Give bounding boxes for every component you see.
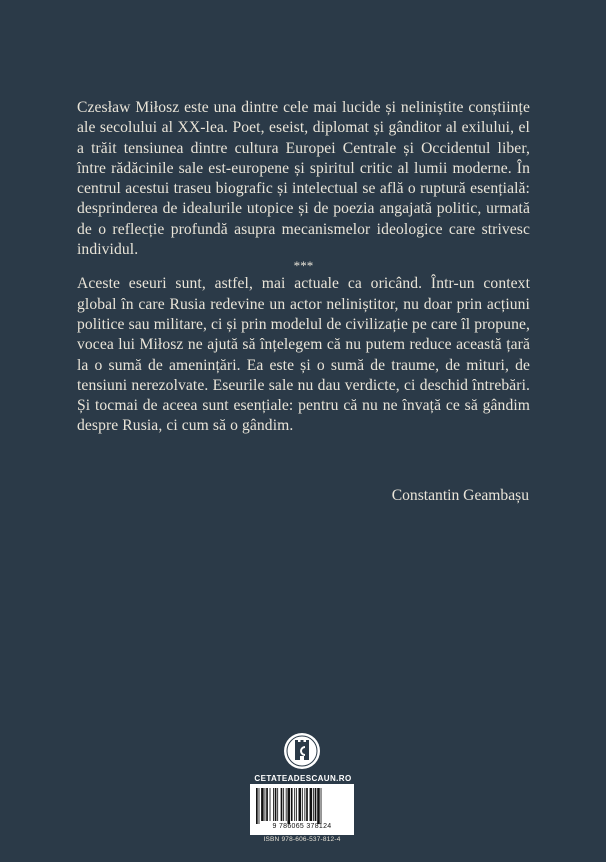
blurb — [77, 98, 530, 437]
publisher-name: CETATEADESCAUN.RO — [254, 774, 352, 783]
blurb-paragraph-1: Czesław Miłosz este una dintre cele mai lucide și neliniștite conștiințe ale secolului al XX-lea. Poet, eseist, diplomat și gânditor al exilului, el a trăit tensiunea dintre cultura Europei Centrale și Occidentul liber, între rădăcinile sale est-europene și spiritul critic al lumii moderne. În centrul acestui traseu biografic și intelectual se află o ruptură esențială: desprinderea de idealurile utopice și de poezia angajată politic, urmată de o reflecție profundă asupra mecanismelor ideologice care strivesc individul. — [77, 99, 530, 259]
publisher-logo-icon — [280, 729, 324, 773]
isbn-label: ISBN 978-606-537-812-4 — [263, 836, 341, 843]
barcode — [250, 784, 354, 835]
section-separator: *** — [293, 258, 314, 274]
barcode-digits: 9 786065 378124 — [272, 823, 332, 830]
blurb-paragraph-2: Aceste eseuri sunt, astfel, mai actuale ca oricând. Într-un context global în care Rusia redevine un actor neliniștitor, nu doar prin acțiuni politice sau militare, ci și prin modelul de civilizație pe care îl propune, vocea lui Miłosz ne ajută să înțelegem că nu putem reduce această țară la o sumă de amenințări. Ea este și o sumă de traume, de mituri, de tensiuni nerezolvate. Eseurile sale nu dau verdicte, ci deschid întrebări. Și tocmai de aceea sunt esențiale: pentru că nu ne învață ce să gândim despre Rusia, ci cum să o gândim. — [77, 275, 530, 435]
author-signature: Constantin Geambașu — [391, 487, 529, 504]
